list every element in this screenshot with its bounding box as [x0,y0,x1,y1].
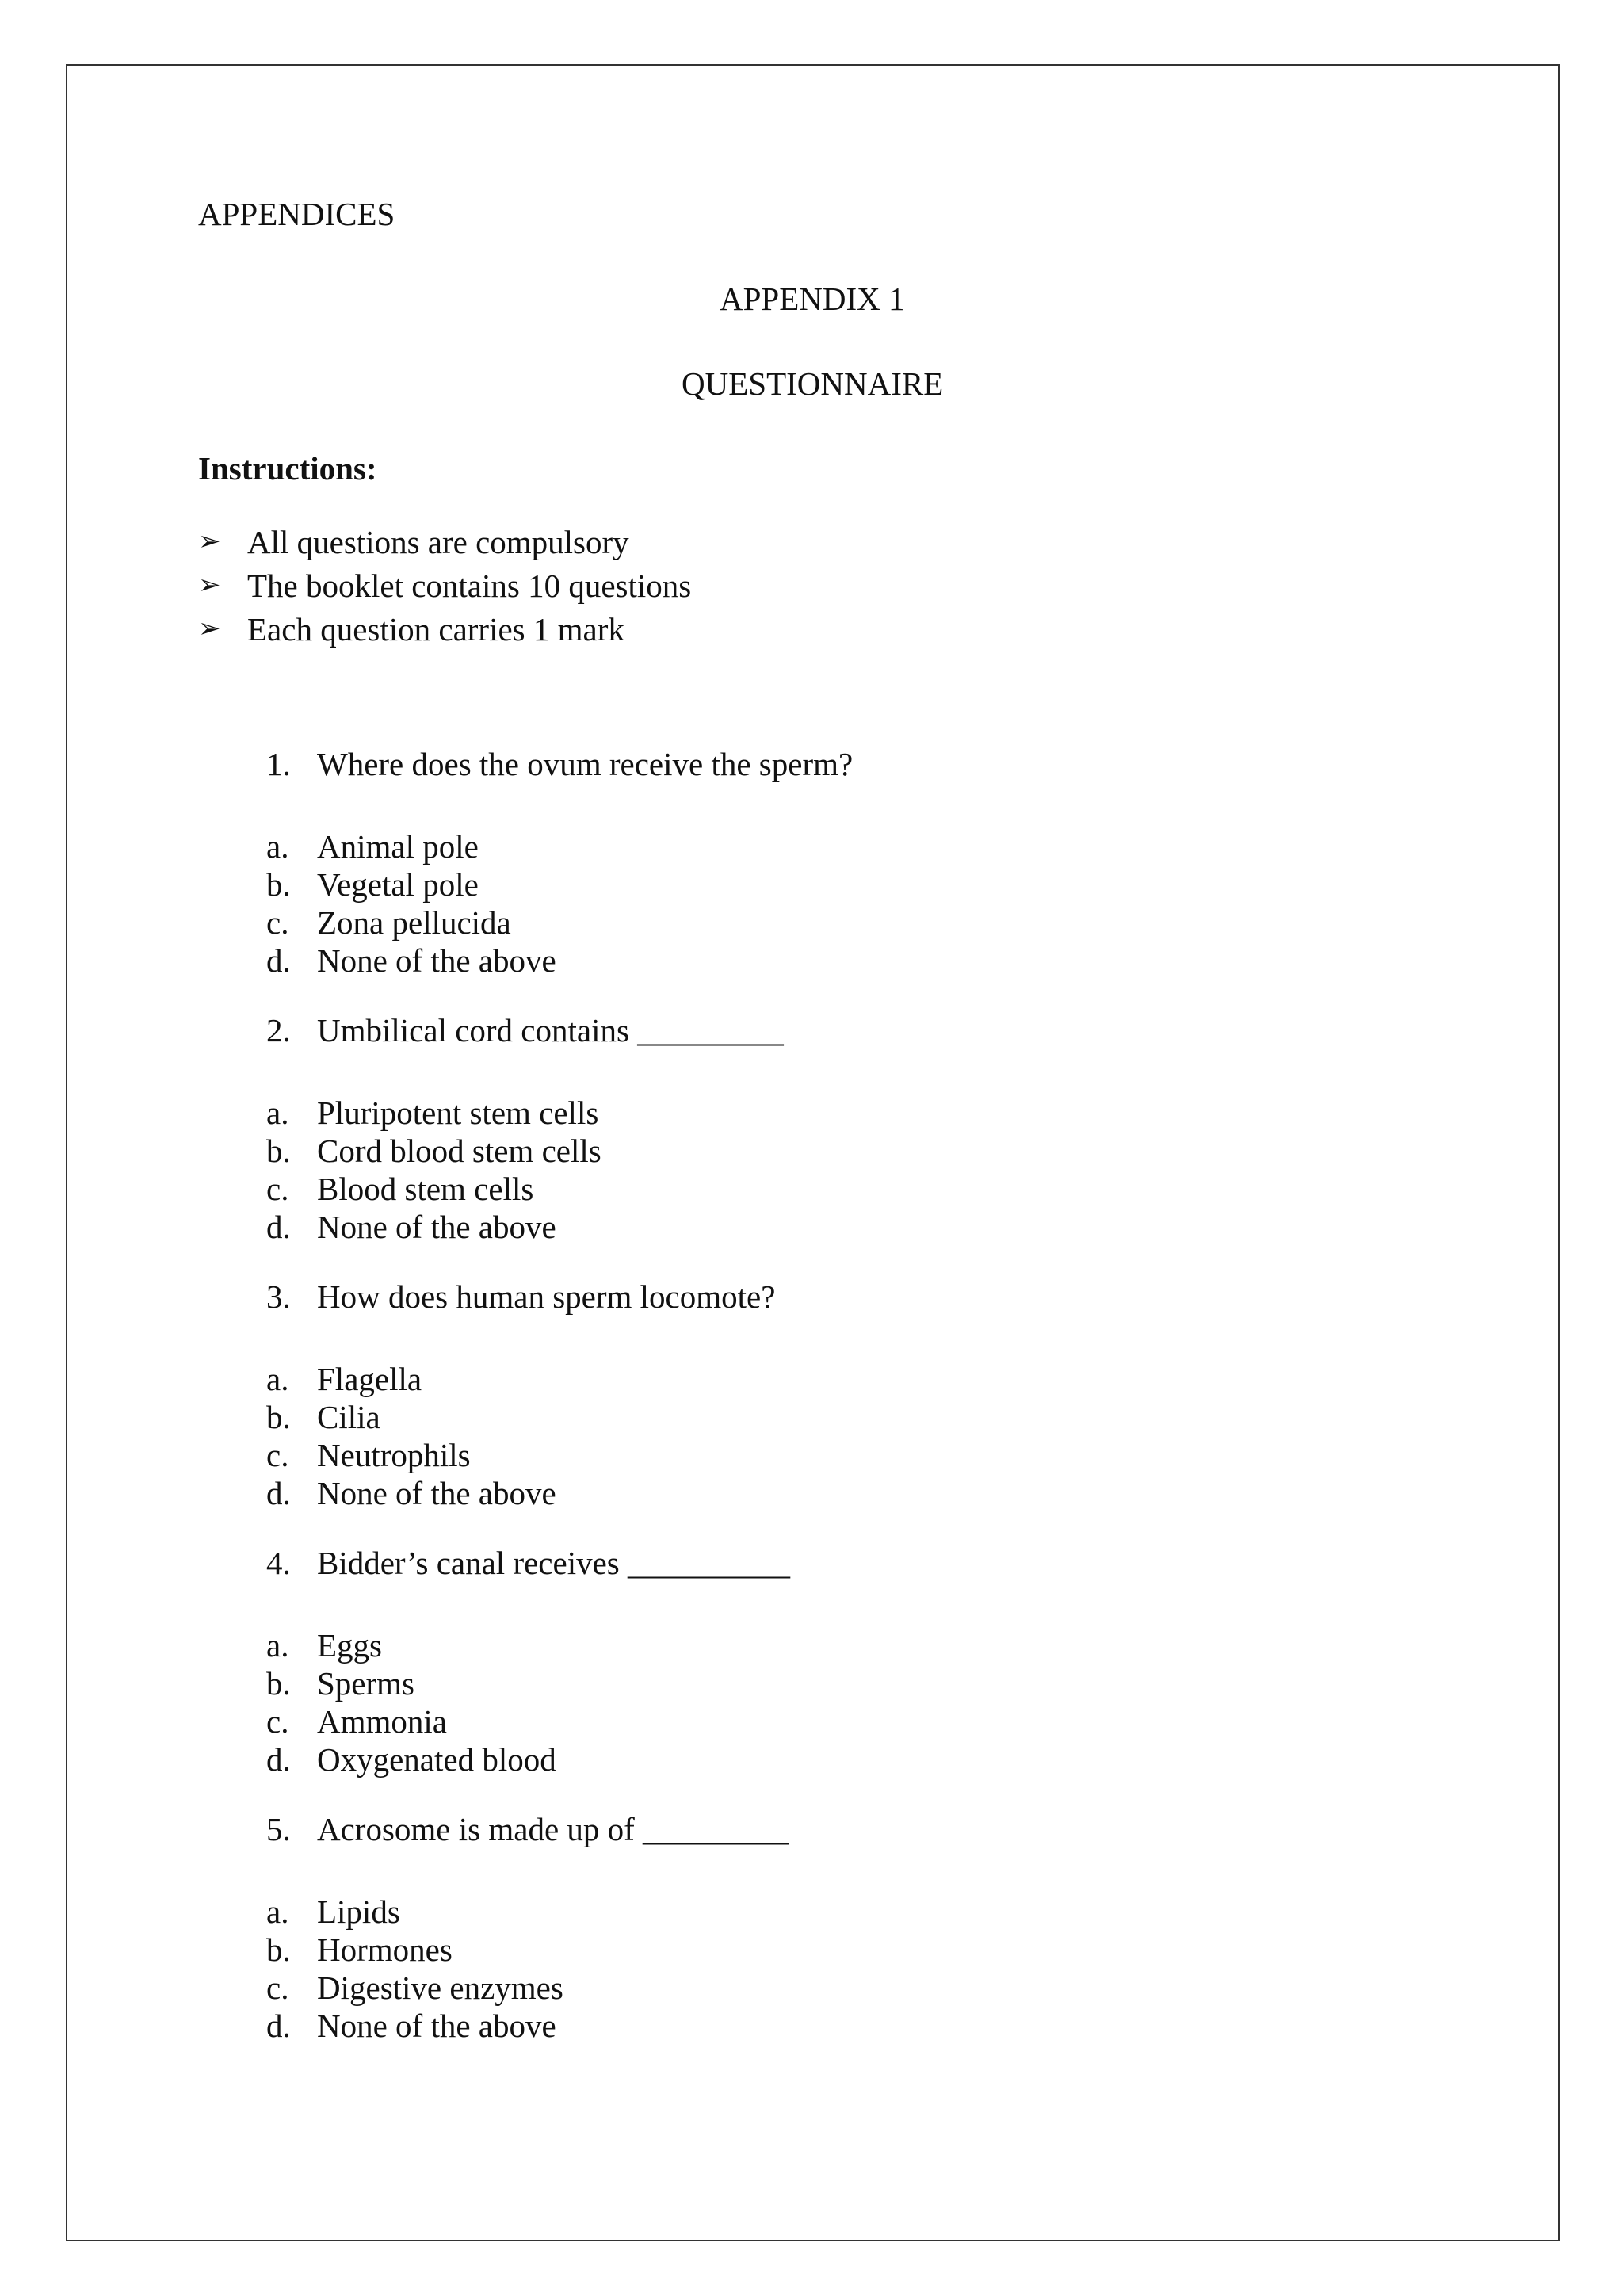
question-text: How does human sperm locomote? [317,1278,776,1315]
instructions-label: Instructions: [198,450,377,487]
option-letter: c. [266,904,289,941]
options-list [266,827,853,980]
question-row [266,1011,853,1049]
option-letter: b. [266,1399,291,1435]
question-row [266,1278,853,1316]
section-heading: APPENDICES [198,196,395,232]
options-list [266,1094,853,1246]
option-text: Oxygenated blood [317,1741,556,1778]
option-text: Digestive enzymes [317,1969,563,2006]
option-item [266,1702,853,1740]
arrow-bullet-icon: ➢ [198,613,221,644]
option-text: None of the above [317,1209,556,1245]
instruction-item [198,607,691,651]
option-text: None of the above [317,1475,556,1511]
appendix-heading-text: APPENDIX 1 [720,281,905,317]
option-item [266,1208,853,1246]
option-letter: b. [266,1133,291,1169]
option-item [266,1626,853,1664]
option-letter: c. [266,1703,289,1740]
options-list [266,1360,853,1512]
option-item [266,827,853,865]
option-letter: b. [266,1931,291,1968]
option-text: Blood stem cells [317,1171,534,1207]
option-item [266,1969,853,2007]
option-letter: d. [266,1209,291,1245]
option-letter: a. [266,828,289,865]
option-text: Pluripotent stem cells [317,1095,599,1131]
arrow-bullet-icon: ➢ [198,570,221,600]
option-text: Cord blood stem cells [317,1133,601,1169]
question-number: 2. [266,1012,291,1049]
question-row [266,1544,853,1582]
question-number: 5. [266,1811,291,1847]
option-item [266,1474,853,1512]
option-letter: c. [266,1437,289,1473]
question-block [266,745,853,980]
option-item [266,1893,853,1931]
instruction-text: Each question carries 1 mark [247,610,624,648]
option-item [266,1436,853,1474]
option-text: Neutrophils [317,1437,471,1473]
option-letter: a. [266,1095,289,1131]
question-text: Acrosome is made up of _________ [317,1811,789,1847]
arrow-bullet-icon: ➢ [198,526,221,556]
question-block [266,1278,853,1512]
option-item [266,865,853,904]
option-letter: b. [266,866,291,903]
option-item [266,942,853,980]
question-block [266,1810,853,2045]
question-text: Umbilical cord contains _________ [317,1012,784,1049]
question-number: 4. [266,1545,291,1581]
option-item [266,1170,853,1208]
option-item [266,1931,853,1969]
option-letter: a. [266,1361,289,1397]
option-letter: c. [266,1969,289,2006]
option-text: Eggs [317,1627,382,1664]
question-number: 1. [266,746,291,782]
option-text: Cilia [317,1399,380,1435]
option-letter: c. [266,1171,289,1207]
option-text: Zona pellucida [317,904,511,941]
option-letter: b. [266,1665,291,1702]
option-item [266,2007,853,2045]
option-text: Vegetal pole [317,866,479,903]
option-item [266,904,853,942]
option-item [266,1360,853,1398]
options-list [266,1893,853,2045]
instruction-item [198,520,691,563]
option-text: Ammonia [317,1703,447,1740]
question-row [266,1810,853,1848]
option-text: Sperms [317,1665,414,1702]
option-item [266,1740,853,1778]
option-letter: a. [266,1893,289,1930]
options-list [266,1626,853,1778]
option-text: Hormones [317,1931,453,1968]
question-number: 3. [266,1278,291,1315]
instruction-text: All questions are compulsory [247,523,629,560]
questionnaire-title-text: QUESTIONNAIRE [682,365,944,402]
question-block [266,1011,853,1246]
question-block [266,1544,853,1778]
instructions-list [198,520,691,651]
option-text: Lipids [317,1893,400,1930]
instruction-item [198,563,691,607]
question-row [266,745,853,783]
option-letter: a. [266,1627,289,1664]
option-text: Flagella [317,1361,422,1397]
option-item [266,1398,853,1436]
option-letter: d. [266,1741,291,1778]
option-item [266,1132,853,1170]
option-letter: d. [266,2008,291,2044]
option-item [266,1664,853,1702]
option-text: None of the above [317,2008,556,2044]
option-letter: d. [266,942,291,979]
questions-list [266,745,853,2076]
instruction-text: The booklet contains 10 questions [247,567,692,604]
option-text: Animal pole [317,828,479,865]
option-letter: d. [266,1475,291,1511]
question-text: Bidder’s canal receives __________ [317,1545,790,1581]
option-item [266,1094,853,1132]
option-text: None of the above [317,942,556,979]
question-text: Where does the ovum receive the sperm? [317,746,854,782]
